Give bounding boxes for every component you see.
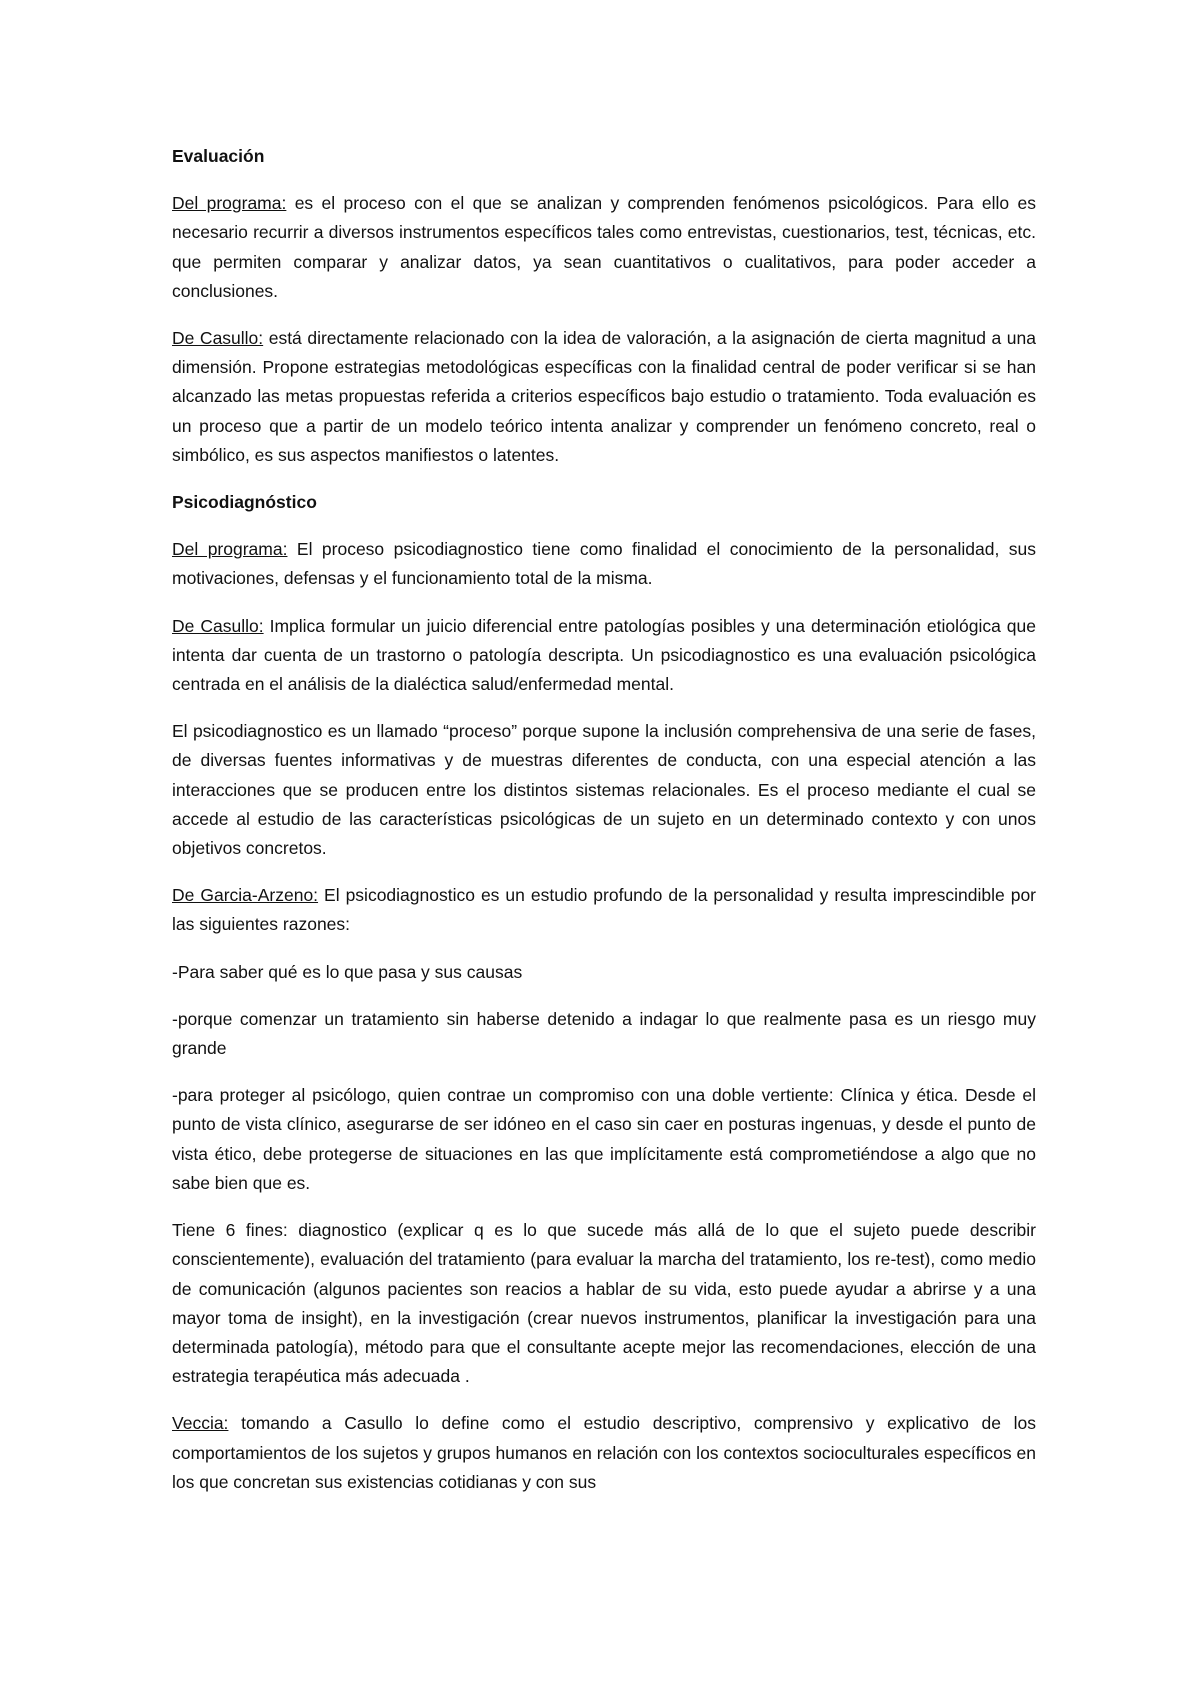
reason-item: -porque comenzar un tratamiento sin haberse detenido a indagar lo que realmente pasa es un riesgo muy grande (172, 1008, 1036, 1059)
paragraph-psicodiagnostico-casullo (172, 612, 1036, 700)
paragraph-psicodiagnostico-programa (172, 535, 1036, 593)
paragraph-evaluacion-programa (172, 189, 1036, 306)
reason-item: -Para saber qué es lo que pasa y sus causas (172, 961, 523, 982)
heading-evaluacion: Evaluación (172, 146, 265, 166)
document-page (172, 142, 1036, 1497)
paragraph-text: está directamente relacionado con la idea de valoración, a la asignación de cierta magnitud a una dimensión. Propone estrategias metodológicas específicas con la finalidad central de poder verificar si se han alcanzado las metas propuestas referida a criterios específicos bajo estudio o tratamiento. Toda evaluación es un proceso que a partir de un modelo teórico intenta analizar y comprender un fenómeno concreto, real o simbólico, es sus aspectos manifiestos o latentes. (172, 328, 1036, 465)
source-label: Veccia: (172, 1413, 229, 1434)
paragraph-text: tomando a Casullo lo define como el estudio descriptivo, comprensivo y explicativo de los comportamientos de los sujetos y grupos humanos en relación con los contextos socioculturales específicos en los que concretan sus existencias cotidianas y con sus (172, 1413, 1036, 1492)
heading-psicodiagnostico: Psicodiagnóstico (172, 492, 317, 513)
paragraph-text: Implica formular un juicio diferencial entre patologías posibles y una determinación etiológica que intenta dar cuenta de un trastorno o patología descripta. Un psicodiagnostico es una evaluación psicológica centrada en el análisis de la dialéctica salud/enfermedad mental. (172, 615, 1036, 695)
paragraph-fines: Tiene 6 fines: diagnostico (explicar q es lo que sucede más allá de lo que el sujeto puede describir conscientemente), evaluación del tratamiento (para evaluar la marcha del tratamiento, los re-test), como medio de comunicación (algunos pacientes son reacios a hablar de su vida, esto puede ayudar a abrirse y a una mayor toma de insight), en la investigación (crear nuevos instrumentos, planificar la investigación para una determinada patología), método para que el consultante acepte mejor las recomendaciones, elección de una estrategia terapéutica más adecuada . (172, 1220, 1036, 1387)
paragraph-text: es el proceso con el que se analizan y comprenden fenómenos psicológicos. Para ello es necesario recurrir a diversos instrumentos específicos tales como entrevistas, cuestionarios, test, técnicas, etc. que permiten comparar y analizar datos, ya sean cuantitativos o cualitativos, para poder acceder a conclusiones. (172, 193, 1036, 301)
source-label: Del programa: (172, 193, 287, 214)
paragraph-text: El proceso psicodiagnostico tiene como finalidad el conocimiento de la personalidad, sus motivaciones, defensas y el funcionamiento total de la misma. (172, 539, 1037, 589)
source-label: De Garcia-Arzeno: (172, 885, 319, 906)
source-label: De Casullo: (172, 328, 264, 349)
paragraph-evaluacion-casullo (172, 324, 1036, 470)
source-label: De Casullo: (172, 615, 264, 636)
source-label: Del programa: (172, 539, 288, 560)
paragraph-veccia (172, 1409, 1036, 1497)
paragraph-proceso: El psicodiagnostico es un llamado “proceso” porque supone la inclusión comprehensiva de una serie de fases, de diversas fuentes informativas y de muestras diferentes de conducta, con una especial atención a las interacciones que se producen entre los distintos sistemas relacionales. Es el proceso mediante el cual se accede al estudio de las características psicológicas de un sujeto en un determinado contexto y con unos objetivos concretos. (172, 721, 1036, 859)
reason-item: -para proteger al psicólogo, quien contrae un compromiso con una doble vertiente: Clínica y ética. Desde el punto de vista clínico, asegurarse de ser idóneo en el caso sin caer en posturas ingenuas, y desde el punto de vista ético, debe protegerse de situaciones en las que implícitamente está comprometiéndose a algo que no sabe bien que es. (172, 1085, 1036, 1193)
paragraph-text: El psicodiagnostico es un estudio profundo de la personalidad y resulta imprescindible por las siguientes razones: (172, 885, 1036, 935)
paragraph-garcia-arzeno (172, 881, 1036, 939)
